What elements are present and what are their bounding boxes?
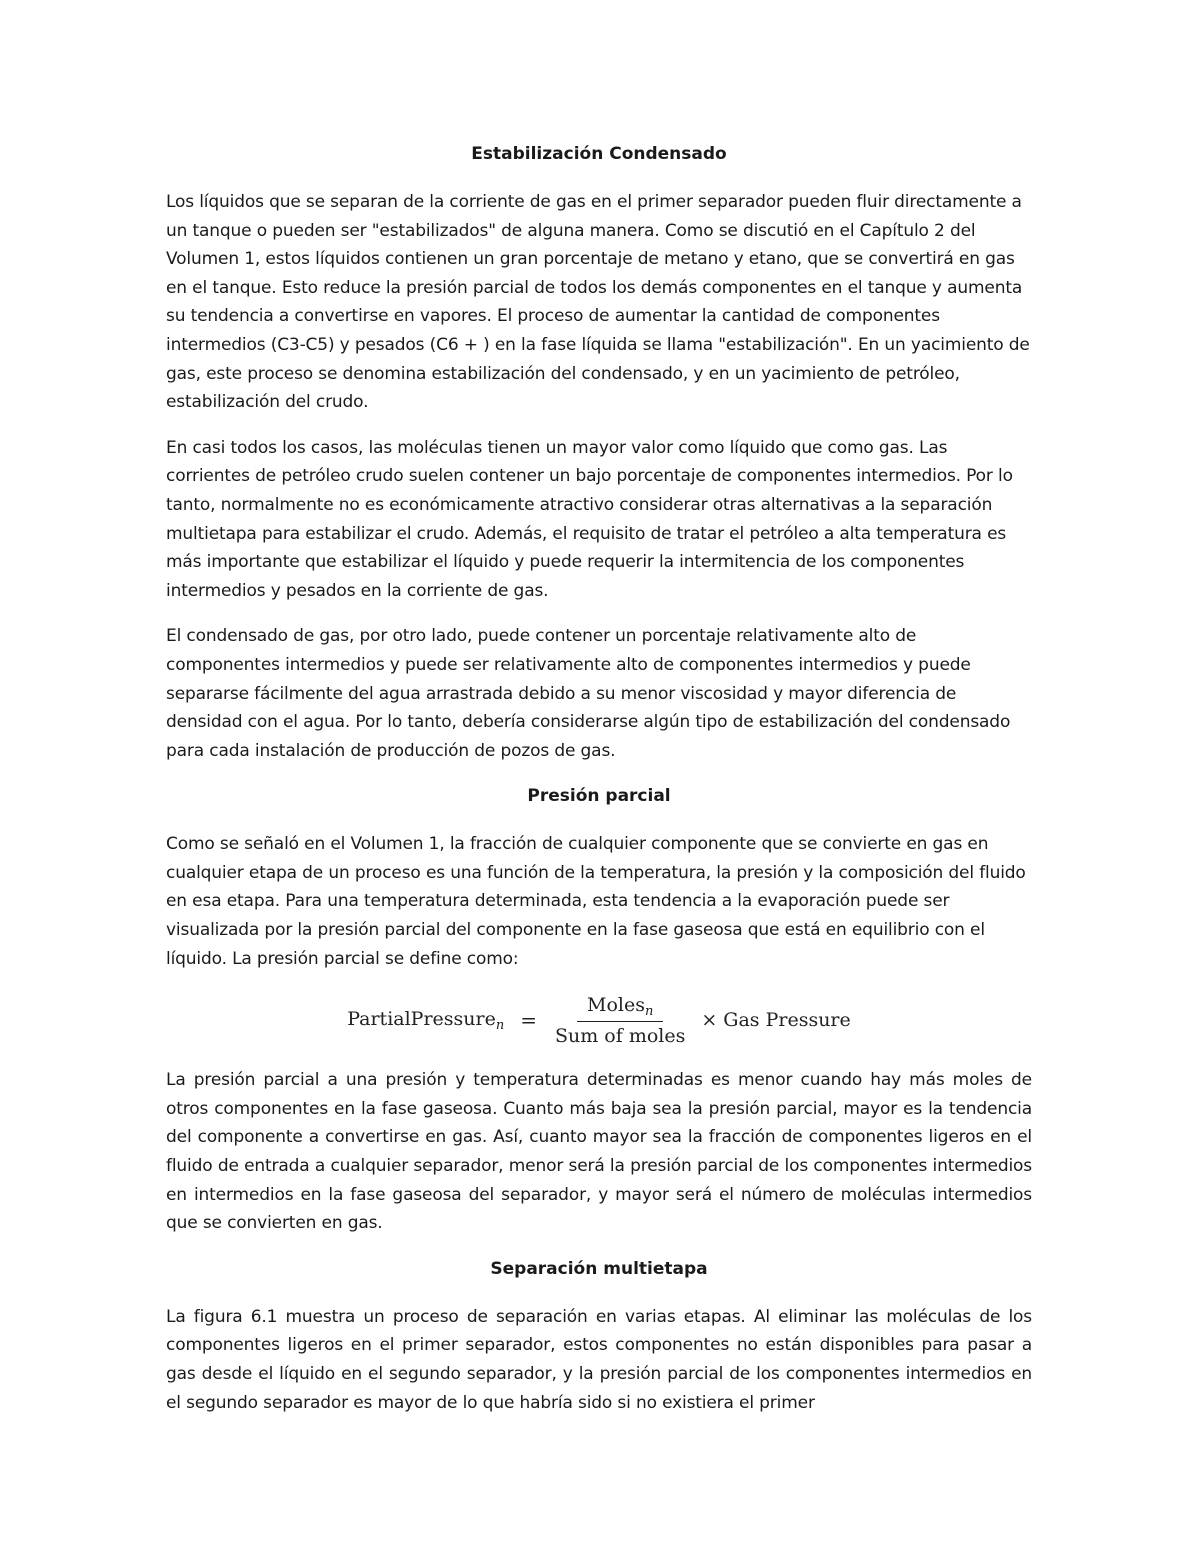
formula-equals: =: [520, 1008, 537, 1033]
paragraph: Como se señaló en el Volumen 1, la fracción de cualquier componente que se convierte en gas en cualquier etapa de un proceso es una función de la temperatura, la presión y la composición del fluido en esa etapa. Para una temperatura determinada, esta tendencia a la evaporación puede ser visualizada por la presión parcial del componente en la fase gaseosa que está en equilibrio con el líquido. La presión parcial se define como:: [166, 834, 1026, 969]
formula-lhs-subscript: n: [495, 1017, 505, 1033]
paragraph: Los líquidos que se separan de la corriente de gas en el primer separador pueden fluir directamente a un tanque o pueden ser "estabilizados" de alguna manera. Como se discutió en el Capítulo 2 del Volumen 1, estos líquidos contienen un gran porcentaje de metano y etano, que se convertirá en gas en el tanque. Esto reduce la presión parcial de todos los demás componentes en el tanque y aumenta su tendencia a convertirse en vapores. El proceso de aumentar la cantidad de componentes intermedios (C3-C5) y pesados (C6 + ) en la fase líquida se llama "estabilización". En un yacimiento de gas, este proceso se denomina estabilización del condensado, y en un yacimiento de petróleo, estabilización del crudo.: [166, 192, 1030, 413]
section-title-estabilizacion: Estabilización Condensado: [471, 144, 727, 164]
formula-numerator-text: Moles: [587, 993, 645, 1016]
paragraph: La figura 6.1 muestra un proceso de separación en varias etapas. Al eliminar las moléculas de los componentes ligeros en el primer separador, estos componentes no están disponibles para pasar a gas desde el líquido en el segundo separador, y la presión parcial de los componentes intermedios en el segundo separador es mayor de lo que habría sido si no existiera el primer: [166, 1306, 1032, 1413]
formula-lhs-text: PartialPressure: [347, 1007, 496, 1030]
formula-denominator: Sum of moles: [555, 1024, 686, 1047]
partial-pressure-formula: [166, 990, 1032, 1050]
paragraph: La presión parcial a una presión y temperatura determinadas es menor cuando hay más moles de otros componentes en la fase gaseosa. Cuanto más baja sea la presión parcial, mayor es la tendencia del componente a convertirse en gas. Así, cuanto mayor sea la fracción de componentes ligeros en el fluido de entrada a cualquier separador, menor será la presión parcial de los componentes intermedios en intermedios en la fase gaseosa del separador, y mayor será el número de moléculas intermedios que se convierten en gas.: [166, 1070, 1032, 1234]
paragraph: En casi todos los casos, las moléculas tienen un mayor valor como líquido que como gas. Las corrientes de petróleo crudo suelen contener un bajo porcentaje de componentes intermedios. Por lo tanto, normalmente no es económicamente atractivo considerar otras alternativas a la separación multietapa para estabilizar el crudo. Además, el requisito de tratar el petróleo a alta temperatura es más importante que estabilizar el líquido y puede requerir la intermitencia de los componentes intermedios y pesados en la corriente de gas.: [166, 437, 1013, 601]
paragraph: El condensado de gas, por otro lado, puede contener un porcentaje relativamente alto de componentes intermedios y puede ser relativamente alto de componentes intermedios y puede separarse fácilmente del agua arrastrada debido a su menor viscosidad y mayor diferencia de densidad con el agua. Por lo tanto, debería considerarse algún tipo de estabilización del condensado para cada instalación de producción de pozos de gas.: [166, 626, 1011, 761]
section-title-separacion-multietapa: Separación multietapa: [490, 1258, 708, 1279]
formula-rhs: Gas Pressure: [723, 1009, 851, 1032]
formula-lhs: [347, 1008, 504, 1033]
formula-numerator: [577, 994, 663, 1022]
formula-times: ×: [701, 1009, 718, 1032]
formula-numerator-subscript: n: [644, 1003, 654, 1019]
formula-fraction: [549, 994, 691, 1047]
section-title-presion-parcial: Presión parcial: [527, 786, 671, 807]
